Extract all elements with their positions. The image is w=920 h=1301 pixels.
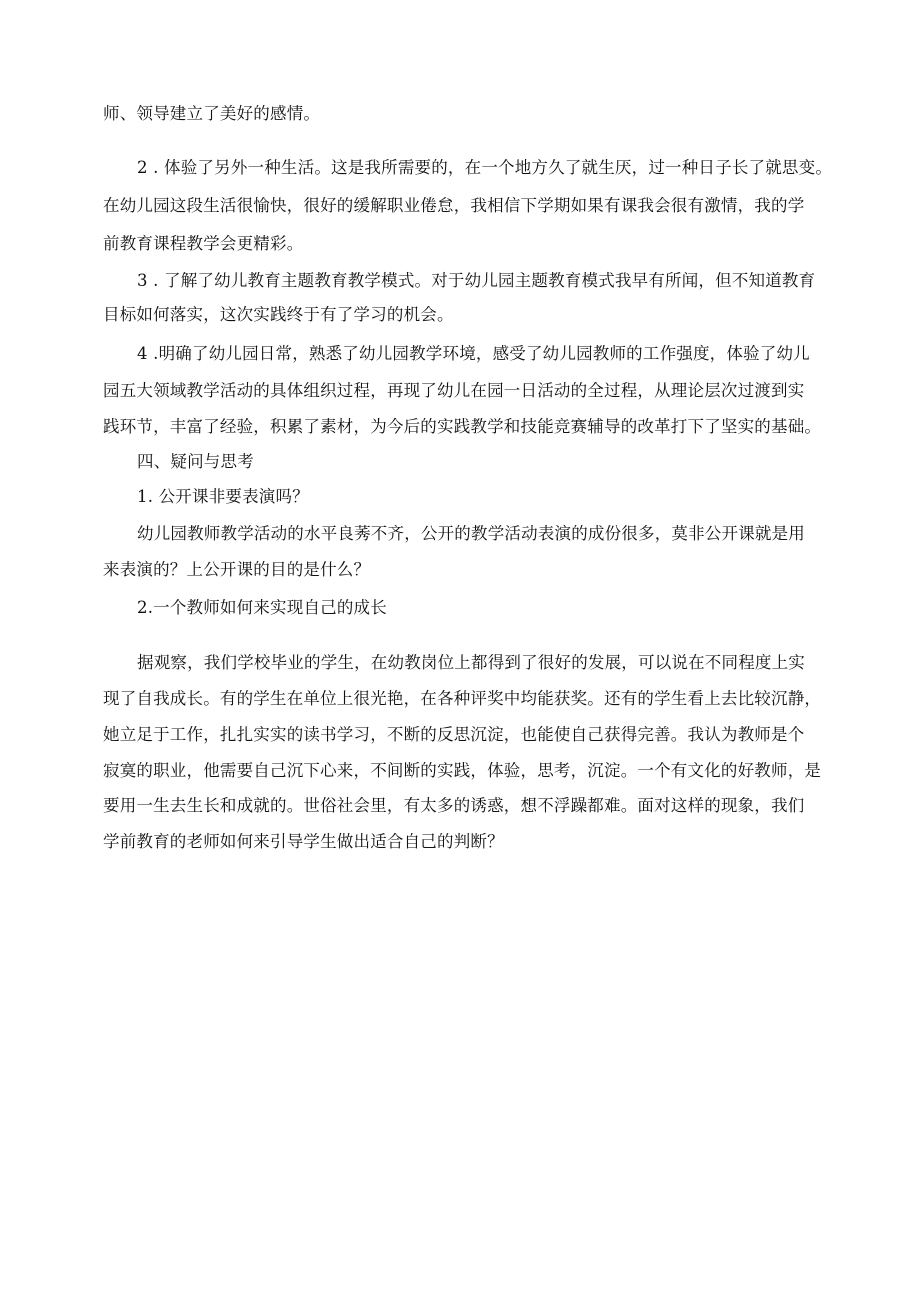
- question-2-line-6: 学前教育的老师如何来引导学生做出适合自己的判断？: [103, 832, 504, 851]
- paragraph-2-line-3: 前教育课程教学会更精彩。: [103, 234, 304, 253]
- question-2-line-5: 要用一生去生长和成就的。世俗社会里，有太多的诱惑，想不浮躁都难。面对这样的现象，我们: [103, 796, 805, 815]
- question-2-line-2: 现了自我成长。有的学生在单位上很光艳，在各种评奖中均能获奖。还有的学生看上去比较沉静，: [103, 689, 822, 708]
- paragraph-2-line-2: 在幼儿园这段生活很愉快，很好的缓解职业倦怠，我相信下学期如果有课我会很有激情，我的学: [103, 196, 805, 215]
- paragraph-4-line-2: 园五大领域教学活动的具体组织过程，再现了幼儿在园一日活动的全过程，从理论层次过渡到实: [103, 381, 805, 400]
- question-2-line-1: 据观察，我们学校毕业的学生，在幼教岗位上都得到了很好的发展，可以说在不同程度上实: [137, 653, 805, 672]
- section-heading: 四、疑问与思考: [137, 452, 254, 471]
- paragraph-4-line-1: 4 .明确了幼儿园日常，熟悉了幼儿园教学环境，感受了幼儿园教师的工作强度，体验了幼儿: [137, 344, 810, 363]
- question-2-heading: 2.一个教师如何来实现自己的成长: [137, 598, 387, 617]
- paragraph-3-line-1: 3 . 了解了幼儿教育主题教育教学模式。对于幼儿园主题教育模式我早有所闻，但不知道教育: [137, 271, 816, 290]
- paragraph-continuation: 师、领导建立了美好的感情。: [103, 104, 321, 123]
- question-1-line-1: 幼儿园教师教学活动的水平良莠不齐，公开的教学活动表演的成份很多，莫非公开课就是用: [137, 524, 805, 543]
- question-2-line-4: 寂寞的职业，他需要自己沉下心来，不间断的实践，体验，思考，沉淀。一个有文化的好教师，是: [103, 761, 822, 780]
- question-1-line-2: 来表演的？上公开课的目的是什么？: [103, 560, 371, 579]
- question-2-line-3: 她立足于工作，扎扎实实的读书学习，不断的反思沉淀，也能使自己获得完善。我认为教师是个: [103, 725, 805, 744]
- paragraph-2-line-1: 2 . 体验了另外一种生活。这是我所需要的，在一个地方久了就生厌，过一种日子长了就思变。: [137, 158, 833, 177]
- question-1-heading: 1. 公开课非要表演吗？: [137, 487, 309, 506]
- paragraph-3-line-2: 目标如何落实，这次实践终于有了学习的机会。: [103, 305, 454, 324]
- paragraph-4-line-3: 践环节，丰富了经验，积累了素材，为今后的实践教学和技能竞赛辅导的改革打下了坚实的基础。: [103, 417, 822, 436]
